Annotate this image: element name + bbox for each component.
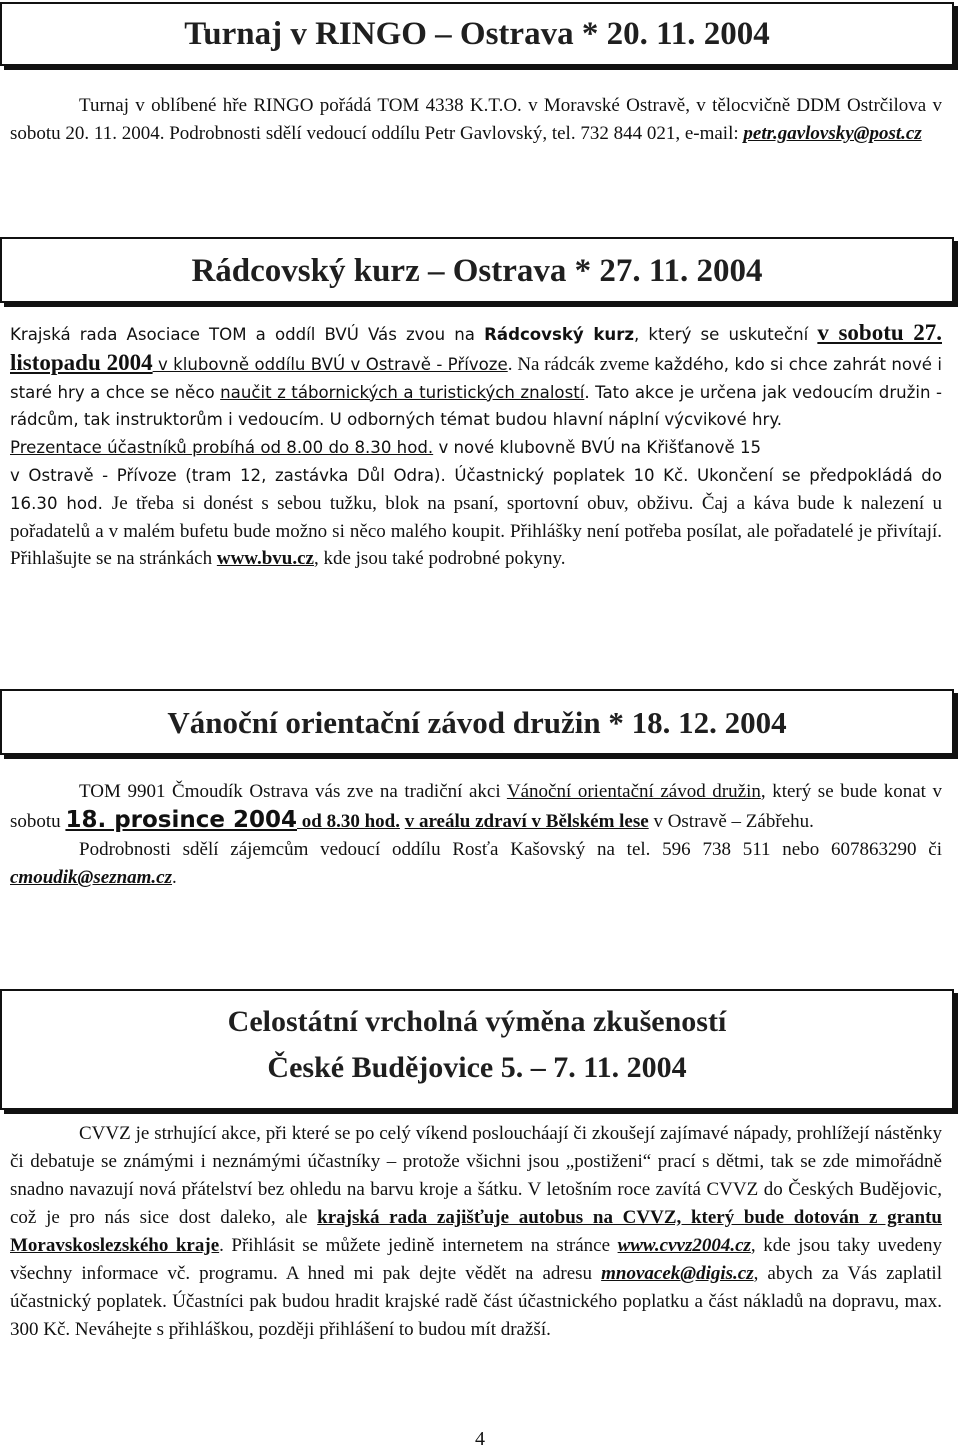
title-cvvz-line-2: České Budějovice 5. – 7. 11. 2004 bbox=[267, 1051, 687, 1084]
title-cvvz-line-1: Celostátní vrcholná výměna zkušeností bbox=[227, 1005, 727, 1038]
kurz-place: v klubovně oddílu BVÚ v Ostravě - Přívoze bbox=[152, 354, 508, 374]
kurz-skills: naučit z tábornických a turistických znalostí bbox=[220, 382, 585, 402]
kurz-name: Rádcovský kurz bbox=[484, 325, 635, 344]
title-radcovsky-text: Rádcovský kurz – Ostrava * 27. 11. 2004 bbox=[191, 253, 763, 289]
zavod-text-3: v Ostravě – Zábřehu. bbox=[648, 811, 814, 832]
cvvz-text-1: CVVZ je strhující akce, při které se po celý víkend posloucháají či zkoušejí zajímavé nápady, prohlížejí nástěnky či debatuje se známými i neznámými účastníky – protože všichni jsou „postiženi“ prací s dětmi, tak se zde mimořádně snadno navazují nová přátelství bez ohledu na barvu kroje a šátku. V letošním roce zavítá CVVZ do Českých Budějovic, což je pro nás sice dost daleko, ale bbox=[10, 1123, 942, 1228]
bvu-link[interactable]: www.bvu.cz bbox=[216, 548, 314, 570]
kurz-text-1: Krajská rada Asociace TOM a oddíl BVÚ Vás zvou na bbox=[10, 325, 485, 344]
zavod-name: Vánoční orientační závod družin bbox=[506, 781, 761, 802]
kurz-text-7: v Ostravě - Přívoze (tram 12, zastávka Důl Odra). Účastnický poplatek 10 Kč. Ukončení se předpokládá do 16.30 hod. bbox=[10, 465, 942, 513]
section-title-radcovsky-kurz bbox=[0, 237, 954, 303]
paragraph-ringo bbox=[10, 92, 942, 148]
kurz-sep: . bbox=[507, 353, 518, 375]
zavod-date: 18. prosince 2004 bbox=[65, 807, 297, 833]
email-link-mnovacek[interactable]: mnovacek@digis.cz bbox=[601, 1263, 754, 1284]
kurz-text-5: . Tato akce je určena jak vedoucím družin - rádcům, tak instruktorům i vedoucím. U odborných témat budou hlavní náplní výcvikové hry. bbox=[10, 382, 942, 430]
section-title-vanocni-zavod bbox=[0, 689, 954, 755]
kurz-registration: Prezentace účastníků probíhá od 8.00 do 8.30 hod. bbox=[10, 438, 434, 458]
email-link-cmoudik[interactable]: cmoudik@seznam.cz bbox=[10, 867, 173, 888]
zavod-place: v areálu zdraví v Bělském lese bbox=[404, 811, 649, 832]
section-title-cvvz bbox=[0, 989, 954, 1110]
kurz-text-2: , který se uskuteční bbox=[634, 325, 818, 344]
zavod-text-1: TOM 9901 Čmoudík Ostrava vás zve na tradiční akci bbox=[79, 781, 507, 802]
section-title-ringo bbox=[0, 2, 954, 66]
cvvz-bus: krajská rada zajišťuje autobus na CVVZ, který bude dotován z grantu Moravskoslezského kraje bbox=[10, 1207, 942, 1256]
kurz-text-4: každého, kdo si chce zahrát nové i staré hry a chce se něco bbox=[10, 354, 942, 402]
zavod-text-4: Podrobnosti sdělí zájemcům vedoucí oddílu Rosťa Kašovský na tel. 596 738 511 nebo 607863290 či bbox=[79, 839, 942, 860]
paragraph-radcovsky-kurz bbox=[10, 319, 942, 573]
zavod-text-5: . bbox=[172, 867, 177, 888]
kurz-text-9: , kde jsou také podrobné pokyny. bbox=[313, 548, 566, 570]
cvvz-text-2: . Přihlásit se můžete jedině internetem na stránce bbox=[219, 1235, 618, 1256]
kurz-text-8: Je třeba si donést s sebou tužku, blok na psaní, sportovní obuv, obživu. Čaj a káva bude k nalezení u pořadatelů a v malém bufetu bude možno si něco malého koupit. Přihlášky není potřeba posílat, ale pořadatelé je přivítají. Přihlašujte se na stránkách bbox=[10, 492, 942, 570]
paragraph-cvvz bbox=[10, 1120, 942, 1344]
paragraph-vanocni-zavod bbox=[10, 778, 942, 892]
zavod-time: od 8.30 hod. bbox=[297, 811, 400, 832]
page-number: 4 bbox=[475, 1428, 485, 1450]
kurz-text-3: Na rádcák zveme bbox=[517, 353, 655, 375]
cvvz-text-3: , kde jsou taky uvedeny všechny informace vč. programu. A hned mi pak dejte vědět na adresu bbox=[10, 1235, 942, 1284]
kurz-date: v sobotu 27. listopadu 2004 bbox=[10, 320, 942, 375]
kurz-text-6: v nové klubovně BVÚ na Křišťanově 15 bbox=[433, 438, 762, 458]
email-link-gavlovsky[interactable]: petr.gavlovsky@post.cz bbox=[743, 123, 922, 144]
zavod-text-2: , který se bude konat v sobotu bbox=[10, 781, 943, 832]
title-ringo-text: Turnaj v RINGO – Ostrava * 20. 11. 2004 bbox=[184, 16, 770, 52]
ringo-text: Turnaj v oblíbené hře RINGO pořádá TOM 4338 K.T.O. v Moravské Ostravě, v tělocvičně DDM Ostrčilova v sobotu 20. 11. 2004. Podrobnosti sdělí vedoucí oddílu Petr Gavlovský, tel. 732 844 021, e-mail: bbox=[10, 95, 942, 144]
cvvz-link[interactable]: www.cvvz2004.cz bbox=[617, 1235, 751, 1256]
title-vanocni-text: Vánoční orientační závod družin * 18. 12. 2004 bbox=[167, 705, 787, 740]
cvvz-text-4: , abych za Vás zaplatil účastnický poplatek. Účastníci pak budou hradit krajské radě část účastnického poplatku a část nákladů na dopravu, max. 300 Kč. Neváhejte s přihláškou, později přihlášení to budou mít dražší. bbox=[10, 1263, 942, 1340]
